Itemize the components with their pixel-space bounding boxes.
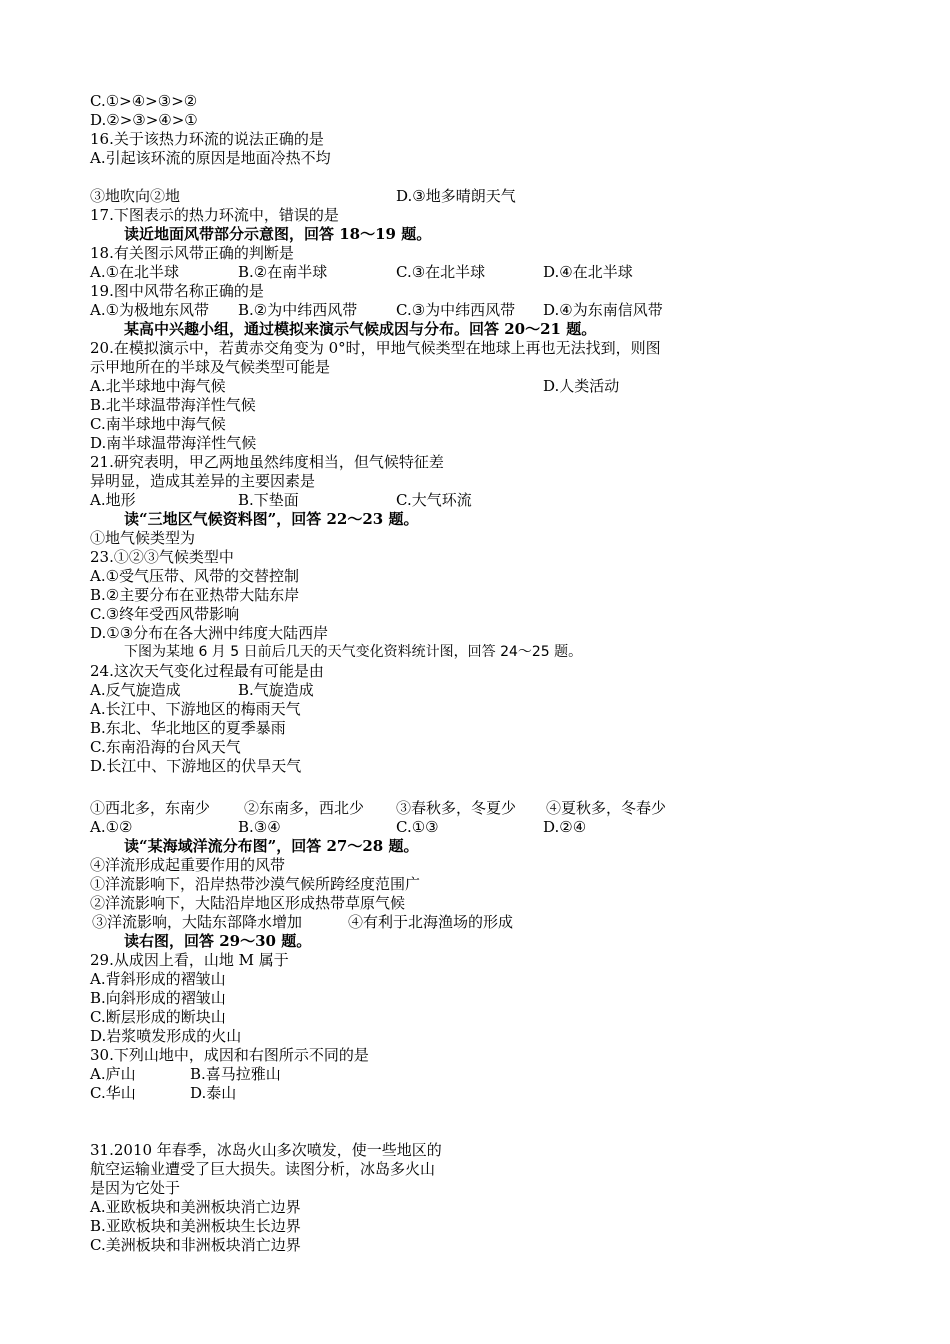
question-18: 18.有关图示风带正确的判断是: [90, 244, 294, 262]
option-d-q20: D.南半球温带海洋性气候: [90, 434, 257, 452]
option-c-q25: C.东南沿海的台风天气: [90, 738, 241, 756]
option-a-q16: A.引起该环流的原因是地面冷热不均: [90, 149, 331, 167]
question-17: 17.下图表示的热力环流中，错误的是: [90, 206, 339, 224]
option-b-q23: B.②主要分布在亚热带大陆东岸: [90, 586, 300, 604]
question-20: 20.在模拟演示中，若黄赤交角变为 0°时，甲地气候类型在地球上再也无法找到，则图: [90, 339, 661, 357]
option-c-q29: C.断层形成的断块山: [90, 1008, 226, 1026]
question-27-fragment: ④洋流形成起重要作用的风带: [90, 856, 286, 874]
statement-4-q26: ④夏秋多，冬春少: [546, 799, 667, 817]
option-a-q23: A.①受气压带、风带的交替控制: [90, 567, 300, 585]
statement-2-q28: ②洋流影响下，大陆沿岸地区形成热带草原气候: [90, 894, 406, 912]
option-c-q30: C.华山: [90, 1084, 136, 1102]
section-header-24-25: 下图为某地 6 月 5 日前后几天的天气变化资料统计图，回答 24～25 题。: [124, 644, 583, 660]
statement-1-q28: ①洋流影响下，沿岸热带沙漠气候所跨经度范围广: [90, 875, 421, 893]
option-b-q21: B.下垫面: [238, 491, 299, 509]
section-header-22-23: 读“三地区气候资料图”，回答 22～23 题。: [124, 510, 419, 528]
option-c-q19: C.③为中纬西风带: [396, 301, 516, 319]
option-a-q18: A.①在北半球: [90, 263, 180, 281]
question-21-cont: 异明显，造成其差异的主要因素是: [90, 472, 316, 490]
section-header-20-21: 某高中兴趣小组，通过模拟来演示气候成因与分布。回答 20～21 题。: [124, 320, 597, 338]
option-c-q15: C.①>④>③>②: [90, 92, 198, 110]
statement-2-q26: ②东南多，西北少: [244, 799, 365, 817]
option-b-q20: B.北半球温带海洋性气候: [90, 396, 256, 414]
question-24: 24.这次天气变化过程最有可能是由: [90, 662, 324, 680]
question-23: 23.①②③气候类型中: [90, 548, 234, 566]
option-a-q24: A.反气旋造成: [90, 681, 181, 699]
statement-4-q28: ④有利于北海渔场的形成: [348, 913, 514, 931]
statement-3-q26: ③春秋多，冬夏少: [396, 799, 517, 817]
option-d-q15: D.②>③>④>①: [90, 111, 198, 129]
option-a-q21: A.地形: [90, 491, 136, 509]
option-d-q23: D.①③分布在各大洲中纬度大陆西岸: [90, 624, 329, 642]
option-a-q30: A.庐山: [90, 1065, 136, 1083]
option-c-q26: C.①③: [396, 818, 439, 836]
question-29: 29.从成因上看，山地 M 属于: [90, 951, 289, 969]
option-b-q19: B.②为中纬西风带: [238, 301, 358, 319]
option-b-q26: B.③④: [238, 818, 281, 836]
section-header-29-30: 读右图，回答 29～30 题。: [124, 932, 312, 950]
option-b-q30: B.喜马拉雅山: [190, 1065, 281, 1083]
statement-1-q26: ①西北多，东南少: [90, 799, 211, 817]
option-d-q19: D.④为东南信风带: [543, 301, 663, 319]
question-31-cont-1: 航空运输业遭受了巨大损失。读图分析，冰岛多火山: [90, 1160, 436, 1178]
option-a-q20: A.北半球地中海气候: [90, 377, 226, 395]
option-a-q29: A.背斜形成的褶皱山: [90, 970, 226, 988]
question-30: 30.下列山地中，成因和右图所示不同的是: [90, 1046, 369, 1064]
option-b-q24: B.气旋造成: [238, 681, 314, 699]
option-a-q19: A.①为极地东风带: [90, 301, 210, 319]
question-19: 19.图中风带名称正确的是: [90, 282, 264, 300]
option-d-q26: D.②④: [543, 818, 587, 836]
question-31-cont-2: 是因为它处于: [90, 1179, 181, 1197]
option-a-q26: A.①②: [90, 818, 133, 836]
question-16: 16.关于该热力环流的说法正确的是: [90, 130, 324, 148]
statement-3-q28: ③洋流影响，大陆东部降水增加: [92, 913, 303, 931]
question-22-fragment: ①地气候类型为: [90, 529, 196, 547]
option-b-q31: B.亚欧板块和美洲板块生长边界: [90, 1217, 301, 1235]
option-d-q18: D.④在北半球: [543, 263, 633, 281]
section-header-18-19: 读近地面风带部分示意图，回答 18～19 题。: [124, 225, 432, 243]
option-d-q16: D.③地多晴朗天气: [396, 187, 516, 205]
option-b-q29: B.向斜形成的褶皱山: [90, 989, 226, 1007]
option-c-q31: C.美洲板块和非洲板块消亡边界: [90, 1236, 301, 1254]
option-a-q31: A.亚欧板块和美洲板块消亡边界: [90, 1198, 301, 1216]
question-20-cont: 示甲地所在的半球及气候类型可能是: [90, 358, 331, 376]
option-d-stray: D.人类活动: [543, 377, 620, 395]
option-b-q25: B.东北、华北地区的夏季暴雨: [90, 719, 286, 737]
option-c-q21: C.大气环流: [396, 491, 472, 509]
option-b-q18: B.②在南半球: [238, 263, 328, 281]
question-21: 21.研究表明，甲乙两地虽然纬度相当，但气候特征差: [90, 453, 444, 471]
option-d-q25: D.长江中、下游地区的伏旱天气: [90, 757, 302, 775]
option-c-q23: C.③终年受西风带影响: [90, 605, 240, 623]
section-header-27-28: 读“某海域洋流分布图”，回答 27～28 题。: [124, 837, 419, 855]
option-a-q25: A.长江中、下游地区的梅雨天气: [90, 700, 301, 718]
option-fragment-q16: ③地吹向②地: [90, 187, 181, 205]
option-d-q29: D.岩浆喷发形成的火山: [90, 1027, 242, 1045]
option-c-q18: C.③在北半球: [396, 263, 486, 281]
question-31: 31.2010 年春季，冰岛火山多次喷发，使一些地区的: [90, 1141, 442, 1159]
option-c-q20: C.南半球地中海气候: [90, 415, 226, 433]
option-d-q30: D.泰山: [190, 1084, 237, 1102]
